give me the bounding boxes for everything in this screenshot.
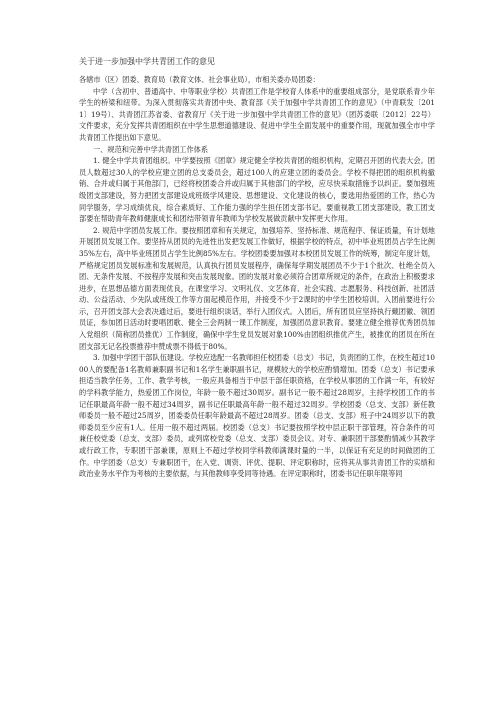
- document-recipients: 各辖市（区）团委、教育局（教育文体、社会事业局），市相关委办局团委：: [79, 75, 320, 84]
- document-title: 关于进一步加强中学共青团工作的意见: [79, 57, 215, 66]
- section-heading: 一、规范和完善中学共青团工作体系: [93, 144, 209, 154]
- document-body: [79, 57, 435, 480]
- paragraph-item-3: 3. 加强中学团干部队伍建设。学校应选配一名教师担任校团委（总支）书记，负责团的工作，在校生超过1000人的要配备1名教师兼职副书记和1名学生兼职副书记，规模较大的学校应酌情增加。团委（总支）书记要承担适当教学任务，工作、教学考核，一般应具备相当于中层干部任职资格，在学校从事团的工作满一年，有较好的学科教学能力，热爱团工作岗位，年龄一般不超过30周岁。副书记一般不超过28周岁，主持学校团工作的书记任职最高年龄一般不超过34周岁，副书记任职最高年龄一般不超过32周岁。学校团委（总支、支部）新任教师委员一般不超过25周岁，团委委员任职年龄最高不超过28周岁。团委（总支、支部）班子中24周岁以下的教师委员至少应有1人。任用一般不超过两届。校团委（总支）书记要按照学校中层正职干部管理，符合条件的可兼任校党委（总支、支部）委员，或列席校党委（总支、支部）委员会议。对专、兼职团干部要酌情减少其教学或行政工作，专职团干部兼课，原则上不超过学校同学科教师满课时量的一半，以保证有充足的时间做团的工作。中学团委（总支）专兼职团干，在入党、调资、评优、提职、评定职称时，应将其从事共青团工作的实绩和政治业务水平作为考核的主要依据，与其他教师享受同等待遇。在评定职称时，团委书记任职年限等同: [79, 353, 435, 479]
- paragraph-item-2: 2. 规范中学团员发展工作。要按照团章和有关规定，加强培养、坚持标准、规范程序、保证质量，有计划地开展团员发展工作。要坚持从团员的先进性出发把发展工作做好，根据学校的特点，初中毕业班团员占学生比例35%左右，高中毕业班团员占学生比例85%左右。学校团委要加强对本校团员发展工作的统筹，制定年度计划，严格规定团员发展标准和发展规范，认真执行团员发展程序，确保每学期发展团员不少于1个批次、杜绝全员入团、无条件发展、不按程序发展和突击发展现象。团的发展对象必须符合团章所规定的条件，在政治上积极要求进步，在思想品德方面表现优良，在课堂学习、文明礼仪、文艺体育、社会实践、志愿服务、科技创新、社团活动、公益活动、少先队或班级工作等方面起模范作用，并接受不少于2课时的中学生团校培训。入团前要进行公示，召开团支部大会表决通过后，要进行组织谈话，举行入团仪式。入团后，所有团员应坚持执行戴团徽、领团员证，参加团日活动时要唱团歌、健全三会两制一课工作制度，加强团员意识教育。要建立健全推荐优秀团员加入党组织（简称团员推优）工作制度，确保中学生党员发展对象100%由团组织推优产生，被推优的团员在所在团支部无记名投票推荐中赞成票不得低于80%。: [79, 225, 435, 351]
- intro-paragraph: 中学（含初中、普通高中、中等职业学校）共青团工作是学校育人体系中的重要组成部分，是党联系青少年学生的桥梁和纽带。为深入贯彻落实共青团中央、教育部《关于加强中学共青团工作的意见》（中青联发〔2011〕19号）、共青团江苏省委、省教育厅《关于进一步加强中学共青团工作的意见》（团苏委联〔2012〕22号）文件要求，充分发挥共青团组织在中学生思想道德建设、促进中学生全面发展中的重要作用，现就加强全市中学共青团工作提出如下意见。: [79, 86, 435, 142]
- paragraph-item-1: 1. 健全中学共青团组织。中学要按照《团章》规定健全学校共青团的组织机构，定期召开团的代表大会。团员人数超过30人的学校应建立团的总支委员会，超过100人的应建立团的委员会。学校不得把团的组织机构撤销、合并或归属于其他部门，已经将校团委合并或归属于其他部门的学校，应尽快采取措施予以纠正。要加强班级团支部建设，努力把团支部建设成班级学风建设、思想建设、文化建设的核心，要选用热爱团的工作，热心为同学服务，学习成绩优良，综合素质好、工作能力强的学生担任团支部书记。要重视教工团支部建设，教工团支部要在帮助青年教师健康成长和团结带领青年教师为学校发展做贡献中发挥更大作用。: [79, 156, 435, 224]
